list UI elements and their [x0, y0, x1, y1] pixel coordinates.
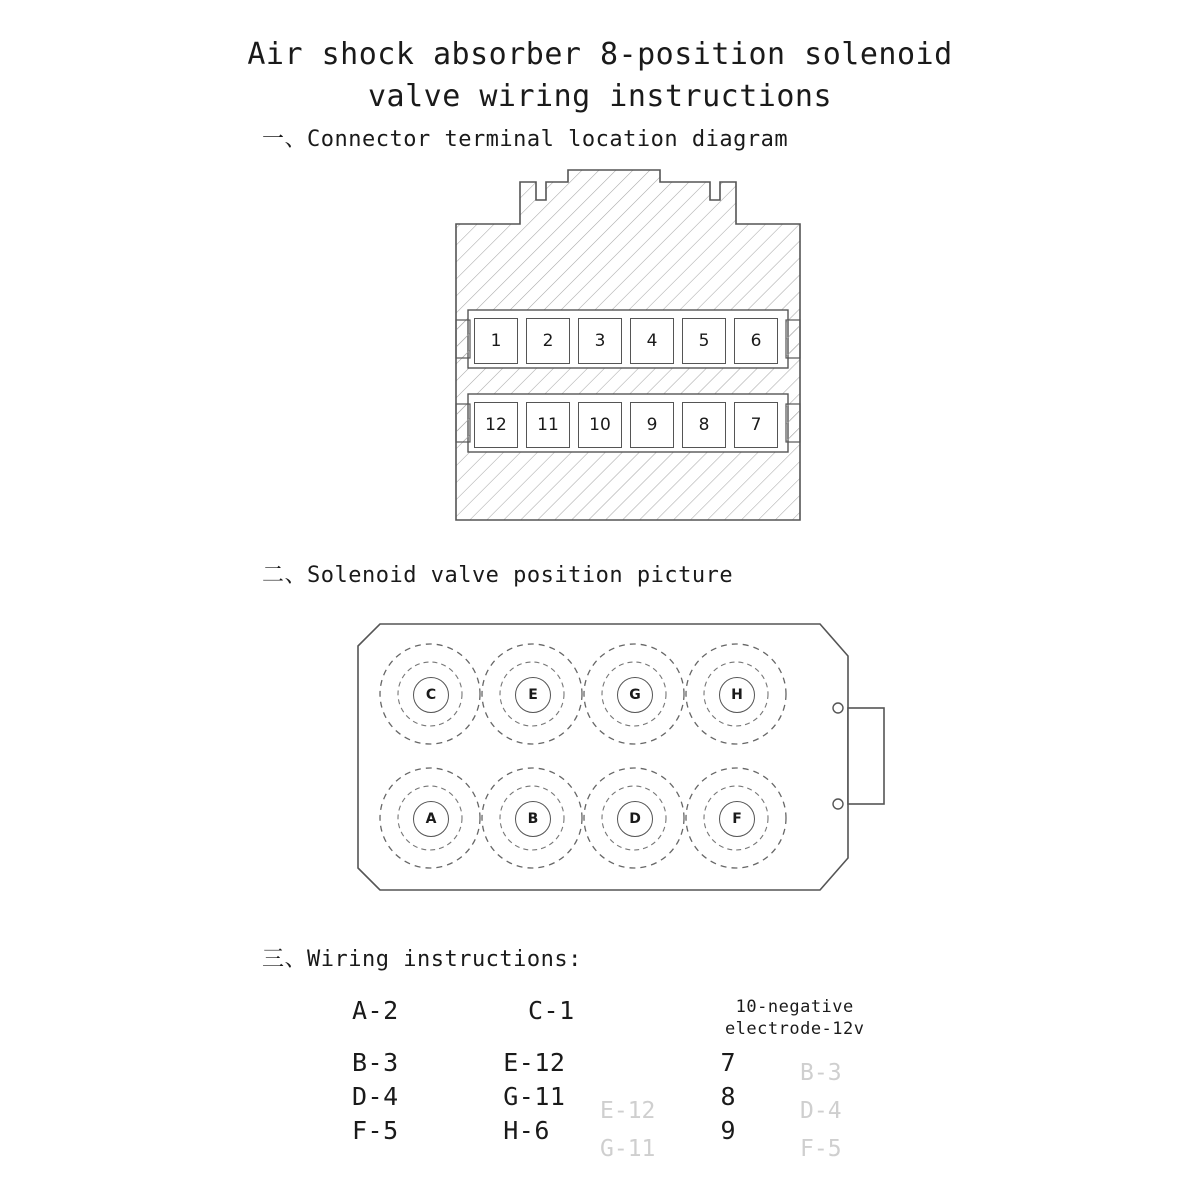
section-heading-wiring: 三、Wiring instructions: [262, 947, 582, 972]
wiring-cell-middle: E‑12 [503, 1048, 566, 1077]
connector-pin: 8 [682, 402, 726, 448]
bleed-through-text: G‑11 [600, 1136, 656, 1162]
bleed-through-text: B‑3 [800, 1060, 842, 1086]
connector-pin: 9 [630, 402, 674, 448]
valve-port-label: A [413, 801, 449, 837]
valve-connector-stub [848, 708, 884, 804]
wiring-cell-right: 8 [720, 1082, 737, 1111]
solenoid-valve-position-picture [350, 612, 890, 902]
valve-outline-svg [350, 612, 890, 902]
valve-mount-hole [833, 799, 843, 809]
valve-port-label: C [413, 677, 449, 713]
wiring-cell-middle: H‑6 [503, 1116, 550, 1145]
connector-terminal-diagram [448, 168, 808, 524]
bleed-through-text: F‑5 [800, 1136, 842, 1162]
connector-pin: 3 [578, 318, 622, 364]
connector-pin: 1 [474, 318, 518, 364]
wiring-cell-middle: G‑11 [503, 1082, 566, 1111]
wiring-cell-left: B‑3 [352, 1048, 399, 1077]
valve-port-label: B [515, 801, 551, 837]
valve-port-label: F [719, 801, 755, 837]
connector-pin: 7 [734, 402, 778, 448]
wiring-negative-note [699, 996, 890, 1040]
bleed-through-text: D‑4 [800, 1098, 842, 1124]
valve-port-label: G [617, 677, 653, 713]
connector-lower-left-cap [456, 404, 470, 442]
wiring-negative-note-line1: 10‑negative [735, 997, 854, 1017]
wiring-cell-left: F‑5 [352, 1116, 399, 1145]
connector-pin: 11 [526, 402, 570, 448]
connector-pin: 4 [630, 318, 674, 364]
page-title-line-2: valve wiring instructions [367, 79, 833, 114]
connector-pin: 6 [734, 318, 778, 364]
connector-pin: 12 [474, 402, 518, 448]
valve-port-label: E [515, 677, 551, 713]
connector-lower-right-cap [786, 404, 800, 442]
valve-mount-hole [833, 703, 843, 713]
connector-upper-right-cap [786, 320, 800, 358]
wiring-cell-middle: C‑1 [527, 996, 575, 1025]
bleed-through-text: E‑12 [600, 1098, 656, 1124]
section-heading-valve: 二、Solenoid valve position picture [262, 563, 734, 588]
wiring-negative-note-line2: electrode‑12v [724, 1019, 865, 1039]
wiring-cell-right: 9 [720, 1116, 737, 1145]
connector-upper-left-cap [456, 320, 470, 358]
wiring-cell-left: A‑2 [352, 996, 399, 1025]
wiring-cell-left: D‑4 [352, 1082, 399, 1111]
section-heading-connector: 一、Connector terminal location diagram [262, 127, 789, 152]
connector-pin: 10 [578, 402, 622, 448]
wiring-cell-right: 7 [720, 1048, 737, 1077]
connector-pin: 2 [526, 318, 570, 364]
connector-pin: 5 [682, 318, 726, 364]
valve-port-label: H [719, 677, 755, 713]
wiring-row [330, 996, 890, 1039]
valve-port-label: D [617, 801, 653, 837]
page-title-line-1: Air shock absorber 8-position solenoid [247, 37, 953, 72]
